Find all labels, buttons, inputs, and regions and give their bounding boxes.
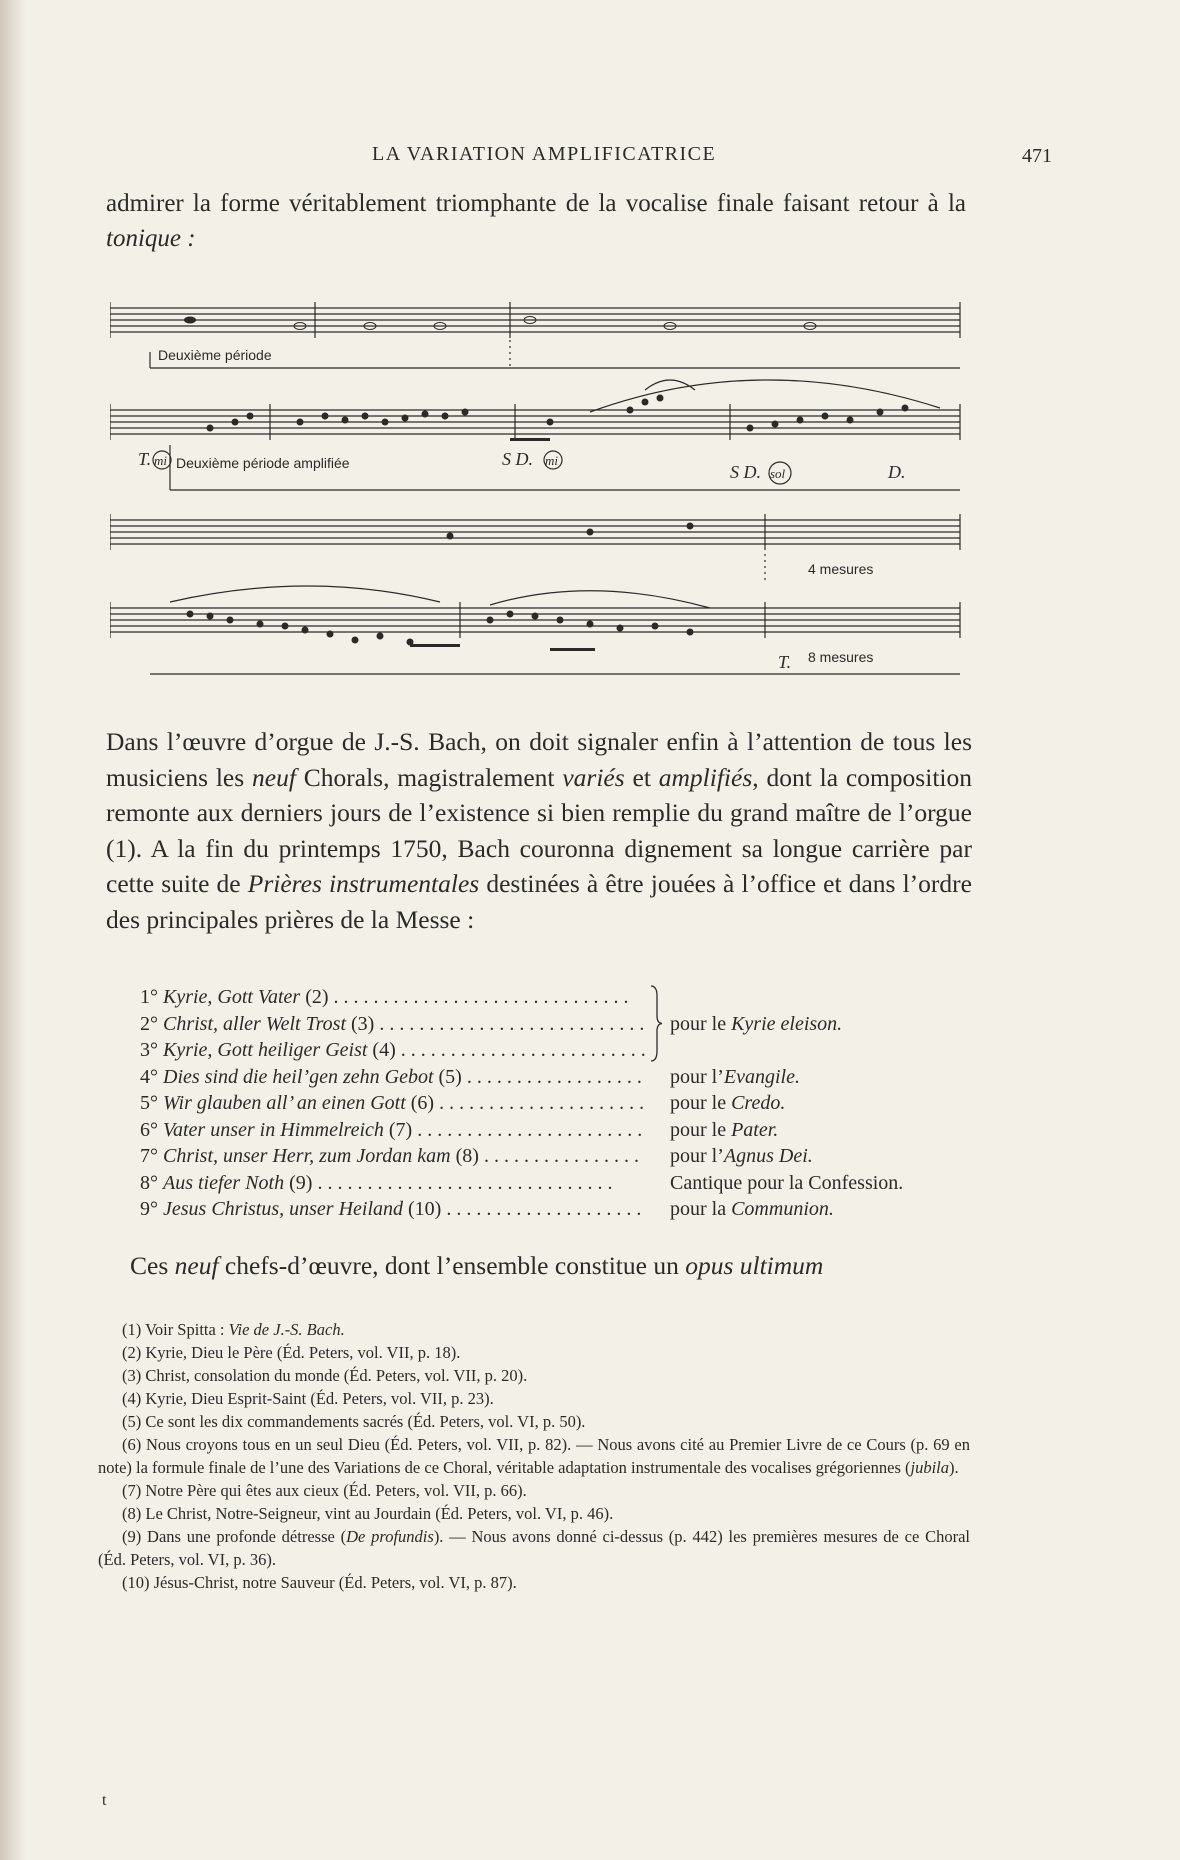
list-item: [140, 1196, 970, 1223]
score-mark-sd-2: S D.: [730, 462, 761, 482]
page-number: 471: [1022, 145, 1052, 167]
list-item: [140, 984, 970, 1011]
footnote-4: (4) Kyrie, Dieu Esprit-Saint (Éd. Peters, vol. VII, p. 23).: [122, 1389, 494, 1408]
footnote-1: (1) Voir Spitta : Vie de J.-S. Bach.: [122, 1320, 345, 1339]
choral-destination: pour le Kyrie eleison.: [670, 1012, 843, 1035]
footnote-2: (2) Kyrie, Dieu le Père (Éd. Peters, vol. VII, p. 18).: [122, 1343, 461, 1362]
choral-title: 1° Kyrie, Gott Vater (2) . . .: [140, 984, 645, 1011]
list-item: [140, 1170, 970, 1197]
footnote-10: (10) Jésus-Christ, notre Sauveur (Éd. Peters, vol. VI, p. 87).: [122, 1573, 517, 1592]
chorals-list: [140, 984, 970, 1223]
choral-title: 3° Kyrie, Gott heiliger Geist (4) . . .: [140, 1037, 645, 1064]
score-mark-T-2: T.: [778, 652, 792, 672]
score-label-deuxieme-periode: Deuxième période: [158, 347, 272, 363]
intro-emphasis: tonique :: [106, 225, 196, 252]
score-mark-sd-1: S D.: [502, 449, 533, 469]
list-item: [140, 1037, 970, 1064]
score-mark-D: D.: [888, 462, 906, 482]
choral-title: 8° Aus tiefer Noth (9) . . .: [140, 1170, 645, 1197]
footnote-8: (8) Le Christ, Notre-Seigneur, vint au Jourdain (Éd. Peters, vol. VI, p. 46).: [122, 1504, 614, 1523]
closing-line: Ces neuf chefs-d’œuvre, dont l’ensemble constitue un opus ultimum: [130, 1251, 824, 1280]
intro-text: admirer la forme véritablement triomphante de la vocalise finale faisant retour à la: [106, 190, 966, 217]
footnote-7: (7) Notre Père qui êtes aux cieux (Éd. Peters, vol. VII, p. 66).: [122, 1481, 527, 1500]
list-item: [140, 1117, 970, 1144]
footnote-6: (6) Nous croyons tous en un seul Dieu (Éd. Peters, vol. VII, p. 82). — Nous avons cité au Premier Livre de ce Cours (p. 69 en note) la formule finale de l’une des Variations de ce Choral, véritable adaptation instrumentale des vocalises grégoriennes (jubila).: [98, 1435, 970, 1477]
staff-system-2: [110, 380, 960, 490]
choral-destination: Cantique pour la Confession.: [670, 1171, 904, 1194]
para-text-2: Chorals, magistralement: [295, 762, 563, 792]
choral-destination: pour le Credo.: [670, 1092, 786, 1114]
choral-destination: pour l’Agnus Dei.: [670, 1145, 813, 1167]
para-text-4: , dont la composition remonte aux derniers jours de l’existence si bien remplie du grand maître de l’orgue (1). A la fin du printemps 1750, Bach couronna dignement sa longue carrière par cette suite de: [106, 762, 972, 898]
score-mark-mi: mi: [154, 453, 167, 468]
music-score: [110, 290, 970, 690]
list-item: [140, 1090, 970, 1117]
para-emph-varies: variés: [562, 762, 625, 792]
score-mark-T: T.: [138, 449, 152, 469]
score-label-8-mesures: 8 mesures: [808, 649, 874, 665]
score-mark-mi-2: mi: [545, 453, 558, 468]
intro-paragraph: [106, 186, 966, 256]
choral-destination: pour le Pater.: [670, 1118, 779, 1141]
stray-mark: t: [102, 1792, 107, 1809]
page-binding-shadow: [0, 0, 26, 1860]
footnote-3: (3) Christ, consolation du monde (Éd. Peters, vol. VII, p. 20).: [122, 1366, 528, 1385]
closing-emph-neuf: neuf: [174, 1251, 219, 1280]
choral-title: 5° Wir glauben all’ an einen Gott (6) . . .: [140, 1090, 645, 1117]
main-paragraph: [106, 724, 972, 937]
para-emph-prieres: Prières instrumentales: [247, 869, 480, 898]
list-item: [140, 1143, 970, 1170]
para-emph-amplifies: amplifiés: [658, 762, 753, 792]
para-text-3: et: [624, 762, 659, 792]
footnote-5: (5) Ce sont les dix commandements sacrés (Éd. Peters, vol. VI, p. 50).: [122, 1412, 586, 1431]
choral-title: 6° Vater unser in Himmelreich (7) . . .: [140, 1117, 645, 1144]
footnote-9: (9) Dans une profonde détresse (De profundis). — Nous avons donné ci-dessus (p. 442) les premières mesures de ce Choral (Éd. Peters, vol. VI, p. 36).: [98, 1527, 971, 1569]
para-text-1: Dans l’œuvre d’orgue de J.-S. Bach, on doit signaler enfin à l’attention de tous les musiciens les: [106, 727, 972, 792]
choral-title: 2° Christ, aller Welt Trost (3) . . .: [140, 1011, 645, 1038]
choral-destination: pour la Communion.: [670, 1198, 834, 1220]
choral-title: 4° Dies sind die heil’gen zehn Gebot (5) . . .: [140, 1064, 645, 1091]
list-item: [140, 1064, 970, 1091]
kyrie-brace: [649, 984, 663, 1063]
footnotes: [98, 1318, 970, 1594]
score-mark-sol: sol: [770, 466, 786, 481]
list-item: [140, 1011, 970, 1038]
choral-title: 7° Christ, unser Herr, zum Jordan kam (8) . . .: [140, 1143, 645, 1170]
para-text-5: destinées à être jouées à l’office et dans l’ordre des principales prières de la Messe :: [106, 869, 972, 934]
para-emph-neuf: neuf: [252, 762, 296, 792]
choral-destination: pour l’Evangile.: [670, 1065, 800, 1088]
score-label-4-mesures: 4 mesures: [808, 561, 874, 577]
closing-emph-opus: opus ultimum: [685, 1251, 824, 1280]
score-label-amplifiee: Deuxième période amplifiée: [176, 455, 350, 471]
running-title: LA VARIATION AMPLIFICATRICE: [372, 143, 717, 165]
choral-title: 9° Jesus Christus, unser Heiland (10) . . .: [140, 1196, 645, 1223]
